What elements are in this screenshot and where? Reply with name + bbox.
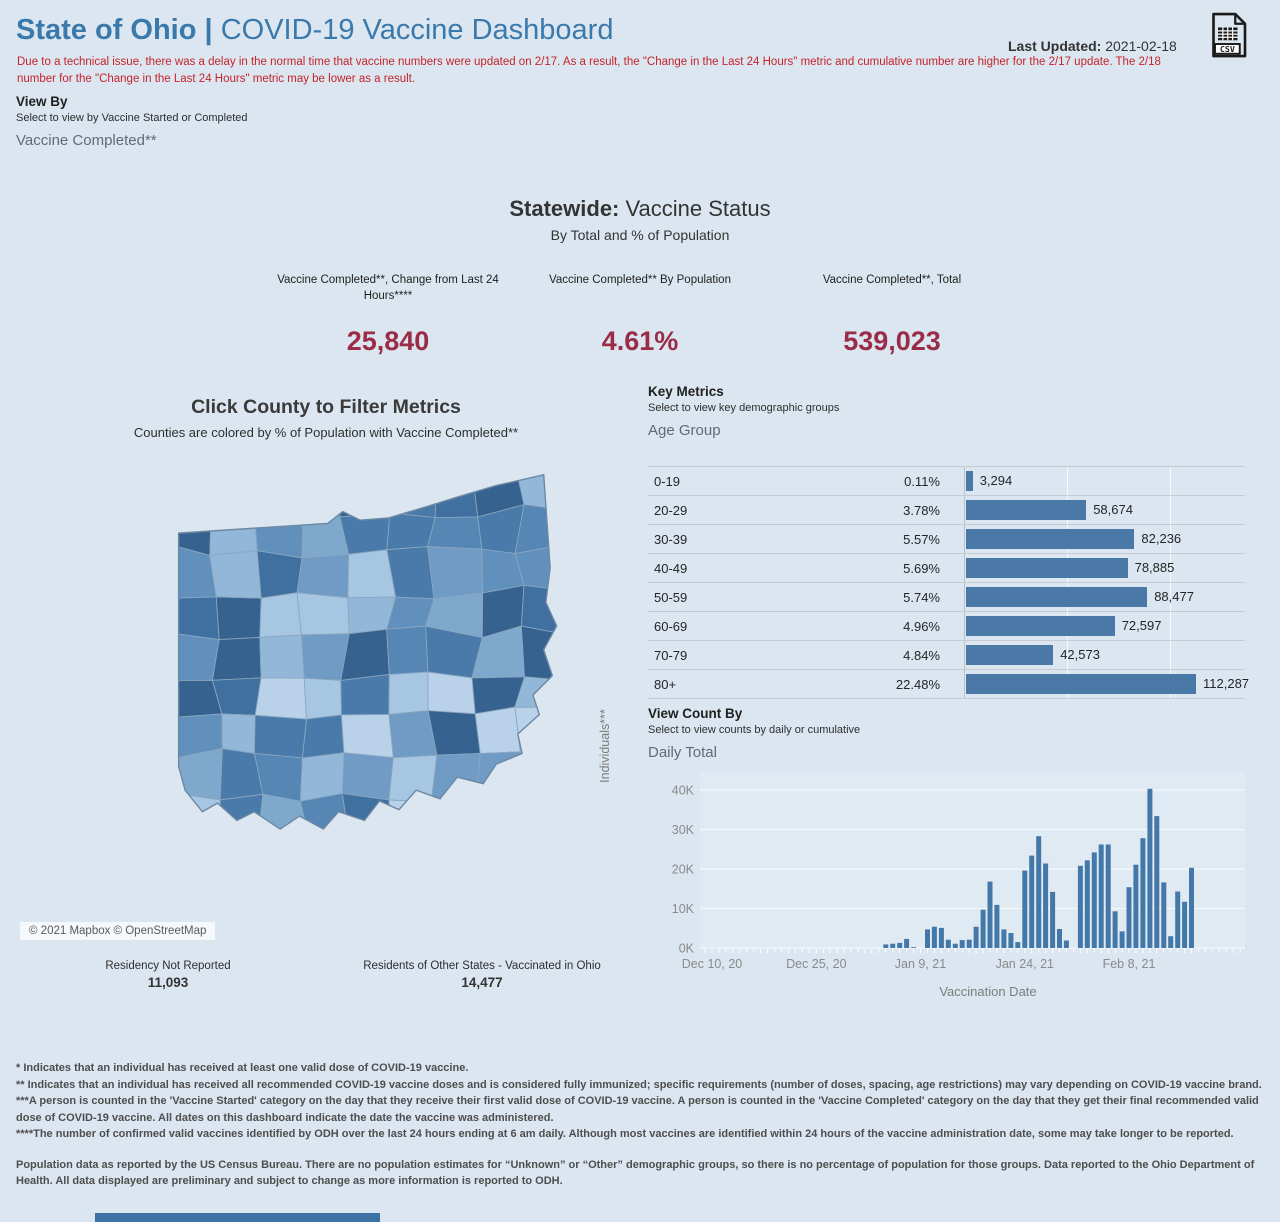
grid-line — [1170, 612, 1171, 640]
daily-bar[interactable] — [1008, 933, 1013, 948]
y-tick-label: 40K — [671, 783, 694, 798]
county[interactable] — [260, 593, 302, 638]
age-group-percent: 4.84% — [903, 647, 940, 663]
footnote-4: ****The number of confirmed valid vaccines identified by ODH over the last 24 hours ending at 6 am daily. Although most vaccines are identified within 24 hours of the vaccine administration date, some may take longer to be reported. — [16, 1128, 1234, 1140]
county[interactable] — [175, 634, 219, 681]
age-group-bar[interactable] — [966, 529, 1134, 549]
age-group-bar-cell — [964, 467, 1245, 495]
daily-bar[interactable] — [1085, 860, 1090, 948]
chart-y-axis-label: Individuals*** — [598, 709, 612, 783]
statewide-metrics-row — [262, 272, 1018, 357]
key-metrics-dropdown[interactable]: Age Group — [648, 422, 721, 439]
metric-total — [766, 272, 1018, 357]
age-group-label: 80+ — [654, 676, 677, 692]
county[interactable] — [297, 593, 349, 635]
age-group-label: 50-59 — [654, 589, 688, 605]
county[interactable] — [260, 635, 304, 678]
bottom-partial-bar — [95, 1213, 380, 1222]
county[interactable] — [387, 626, 428, 674]
statewide-title: Statewide: Vaccine Status — [509, 196, 771, 221]
daily-bar[interactable] — [1078, 866, 1083, 948]
daily-bar[interactable] — [1182, 902, 1187, 948]
age-group-count: 58,674 — [1093, 502, 1133, 517]
daily-bar[interactable] — [1064, 941, 1069, 949]
daily-bar[interactable] — [1120, 931, 1125, 948]
county[interactable] — [341, 714, 393, 757]
last-updated-value: 2021-02-18 — [1105, 38, 1177, 54]
county[interactable] — [474, 794, 517, 838]
age-group-count: 88,477 — [1154, 589, 1194, 604]
footnote-population: Population data as reported by the US Census Bureau. There are no population estimates for “Unknown” or “Other” demographic groups, so there is no percentage of population for those groups. Data reported to the Ohio Department of Health. All data displayed are preliminary and subject to change as more information is reported to ODH. — [16, 1158, 1255, 1187]
age-group-count: 42,573 — [1060, 647, 1100, 662]
county[interactable] — [212, 637, 261, 680]
age-group-count: 72,597 — [1121, 618, 1162, 633]
county[interactable] — [220, 794, 263, 838]
ohio-county-map[interactable] — [28, 452, 622, 926]
age-group-percent: 4.96% — [903, 618, 940, 634]
metric-value: 4.61% — [601, 326, 679, 356]
age-group-bar-cell — [964, 641, 1245, 669]
table-row[interactable] — [648, 612, 1245, 641]
view-by-dropdown[interactable]: Vaccine Completed** — [16, 132, 157, 149]
age-group-count: 82,236 — [1141, 531, 1182, 546]
age-group-count: 112,287 — [1203, 676, 1250, 691]
county[interactable] — [521, 626, 565, 680]
county[interactable] — [210, 551, 261, 599]
chart-x-axis-label: Vaccination Date — [939, 984, 1037, 999]
x-tick-label: Jan 24, 21 — [995, 957, 1054, 971]
view-count-title: View Count By — [648, 706, 743, 721]
county[interactable] — [254, 715, 306, 758]
last-updated — [1008, 38, 1177, 54]
age-group-count: 78,885 — [1134, 560, 1175, 575]
age-group-label: 0-19 — [654, 473, 681, 489]
county[interactable] — [428, 711, 480, 756]
age-group-percent: 0.11% — [904, 473, 940, 489]
daily-bar[interactable] — [974, 927, 979, 948]
daily-bar[interactable] — [1168, 936, 1173, 948]
county[interactable] — [517, 752, 563, 801]
county[interactable] — [254, 467, 303, 515]
county[interactable] — [475, 707, 520, 753]
table-row[interactable] — [648, 525, 1245, 554]
age-group-bar[interactable] — [966, 587, 1147, 607]
daily-bar[interactable] — [1015, 942, 1020, 948]
footnote-3: ***A person is counted in the 'Vaccine Started' category on the day that they receive their first valid dose of COVID-19 vaccine. A person is counted in the 'Vaccine Completed' category on the day that they get their final recommended valid dose of COVID-19 vaccine. All dates on this dashboard indicate the date the vaccine was administered. — [16, 1095, 1259, 1124]
age-group-bar-cell — [964, 670, 1250, 698]
age-group-percent: 22.48% — [895, 676, 940, 692]
county[interactable] — [211, 469, 259, 508]
map-title: Click County to Filter Metrics — [191, 396, 461, 418]
daily-bar[interactable] — [1189, 868, 1194, 948]
statewide-subtitle: By Total and % of Population — [550, 227, 730, 243]
stat-residency-not-reported — [48, 960, 288, 990]
table-row[interactable] — [648, 583, 1245, 612]
x-tick-label: Feb 8, 21 — [1102, 957, 1156, 971]
title-separator: | — [196, 14, 221, 46]
table-row[interactable] — [648, 641, 1245, 670]
daily-bar[interactable] — [1092, 852, 1097, 948]
county[interactable] — [477, 752, 521, 796]
age-group-label: 70-79 — [654, 647, 688, 663]
county[interactable] — [255, 678, 306, 719]
stat-other-states — [341, 960, 623, 990]
age-group-bar-cell — [964, 496, 1245, 524]
view-by-parameter — [16, 94, 248, 149]
county[interactable] — [431, 754, 480, 803]
stat-value: 14,477 — [461, 975, 503, 990]
daily-bar[interactable] — [1113, 911, 1118, 948]
daily-bar[interactable] — [967, 940, 972, 948]
age-group-bar-cell — [964, 525, 1245, 553]
age-group-label: 30-39 — [654, 531, 688, 547]
key-metrics-hint: Select to view key demographic groups — [648, 402, 840, 414]
daily-bar[interactable] — [1161, 882, 1166, 948]
age-group-bar-cell — [964, 583, 1245, 611]
daily-bar[interactable] — [1147, 789, 1152, 948]
grid-line — [1170, 496, 1171, 524]
county[interactable] — [342, 753, 393, 800]
county[interactable] — [297, 554, 349, 597]
footnotes — [16, 1060, 1268, 1190]
metric-label: Vaccine Completed**, Total — [822, 274, 962, 286]
metric-label: Vaccine Completed** By Population — [549, 274, 731, 286]
x-tick-label: Jan 9, 21 — [894, 957, 947, 971]
y-tick-label: 30K — [671, 823, 694, 837]
page-title — [16, 14, 613, 47]
metric-label: Vaccine Completed**, Change from Last 24 Hours**** — [277, 274, 499, 303]
footnote-2: ** Indicates that an individual has received all recommended COVID-19 vaccine doses and is considered fully immunized; specific requirements (number of doses, spacing, age restrictions) may vary depending on COVID-19 vaccine brand. — [16, 1078, 1262, 1091]
daily-bar[interactable] — [1050, 892, 1055, 948]
county[interactable] — [341, 674, 390, 714]
age-group-bar[interactable] — [966, 616, 1115, 636]
county[interactable] — [340, 466, 390, 517]
daily-bar[interactable] — [1057, 929, 1062, 948]
daily-bar[interactable] — [1154, 816, 1159, 948]
svg-text:CSV: CSV — [1219, 43, 1235, 54]
daily-bar[interactable] — [953, 944, 958, 948]
key-metrics-parameter — [648, 384, 839, 439]
age-group-percent: 3.78% — [903, 502, 940, 518]
county[interactable] — [428, 517, 482, 549]
daily-bar[interactable] — [904, 939, 909, 948]
stat-value: 11,093 — [147, 975, 189, 990]
technical-issue-notice: Due to a technical issue, there was a delay in the normal time that vaccine numbers were updated on 2/17. As a result, the "Change in the Last 24 Hours" metric and cumulative number are higher for the 2/17 update. The 2/18 number for the "Change in the Last 24 Hours" metric may be lower as a result. — [17, 56, 1161, 85]
y-tick-label: 0K — [678, 941, 694, 956]
daily-bar[interactable] — [883, 944, 888, 948]
table-row[interactable] — [648, 467, 1245, 496]
age-group-percent: 5.57% — [903, 531, 940, 547]
daily-bar[interactable] — [1001, 929, 1006, 948]
footnote-1: * Indicates that an individual has received at least one valid dose of COVID-19 vaccine. — [16, 1062, 469, 1074]
y-tick-label: 10K — [671, 902, 694, 916]
age-group-percent: 5.69% — [903, 560, 940, 576]
map-subtitle: Counties are colored by % of Population with Vaccine Completed** — [133, 425, 519, 440]
daily-bar[interactable] — [981, 910, 986, 948]
table-row[interactable] — [648, 496, 1245, 525]
age-group-bar[interactable] — [966, 500, 1086, 520]
stat-label: Residency Not Reported — [105, 960, 231, 972]
age-group-label: 20-29 — [654, 502, 688, 518]
daily-bar[interactable] — [925, 929, 930, 948]
county[interactable] — [514, 796, 566, 843]
metric-change-24h — [262, 272, 514, 357]
county[interactable] — [302, 467, 347, 517]
age-group-bar-cell — [964, 554, 1245, 582]
county[interactable] — [389, 800, 434, 841]
county[interactable] — [389, 672, 428, 714]
daily-bar[interactable] — [890, 944, 895, 948]
daily-bar[interactable] — [946, 940, 951, 948]
daily-bar[interactable] — [1175, 892, 1180, 949]
daily-total-chart[interactable] — [648, 755, 1248, 983]
map-attribution: © 2021 Mapbox © OpenStreetMap — [20, 922, 215, 940]
age-group-table — [648, 466, 1250, 699]
county[interactable] — [175, 597, 219, 640]
age-group-percent: 5.74% — [903, 589, 940, 605]
grid-line — [1170, 641, 1171, 669]
view-by-title: View By — [16, 94, 68, 109]
view-count-hint: Select to view counts by daily or cumulative — [648, 724, 861, 736]
y-tick-label: 20K — [671, 862, 694, 877]
view-count-dropdown[interactable]: Daily Total — [648, 744, 717, 761]
metric-by-population — [514, 272, 766, 357]
metric-value: 25,840 — [346, 326, 430, 357]
county[interactable] — [342, 793, 392, 834]
page-title-dashboard: COVID-19 Vaccine Dashboard — [220, 14, 614, 46]
daily-bar[interactable] — [1127, 887, 1132, 948]
county[interactable] — [386, 466, 437, 518]
csv-file-icon — [1203, 11, 1251, 59]
age-group-bar-cell — [964, 612, 1245, 640]
x-tick-label: Dec 25, 20 — [786, 957, 847, 971]
county[interactable] — [428, 672, 475, 714]
table-row[interactable] — [648, 670, 1250, 699]
metric-value: 539,023 — [843, 326, 941, 356]
daily-bar[interactable] — [1106, 845, 1111, 949]
view-count-parameter — [648, 706, 860, 761]
stat-label: Residents of Other States - Vaccinated in Ohio — [363, 960, 601, 972]
county[interactable] — [302, 715, 344, 758]
daily-bar[interactable] — [897, 943, 902, 948]
county[interactable] — [222, 714, 255, 753]
daily-bar[interactable] — [932, 927, 937, 948]
age-group-bar[interactable] — [966, 558, 1128, 578]
county[interactable] — [216, 597, 261, 640]
x-tick-label: Dec 10, 20 — [681, 957, 743, 971]
age-group-count: 3,294 — [979, 473, 1013, 488]
csv-download-button[interactable] — [1203, 11, 1251, 59]
county[interactable] — [304, 678, 341, 719]
county[interactable] — [165, 464, 222, 516]
county[interactable] — [254, 508, 303, 558]
daily-bar[interactable] — [1140, 838, 1145, 948]
daily-bar[interactable] — [1133, 865, 1138, 948]
table-row[interactable] — [648, 554, 1245, 583]
grid-line — [1170, 467, 1171, 495]
county[interactable] — [431, 794, 476, 841]
age-group-label: 60-69 — [654, 618, 688, 634]
map-section-header — [20, 396, 632, 440]
daily-bar[interactable] — [988, 882, 993, 948]
county[interactable] — [166, 749, 222, 800]
age-group-bar[interactable] — [966, 674, 1196, 694]
daily-bar[interactable] — [1036, 836, 1041, 948]
daily-bar[interactable] — [939, 928, 944, 948]
page-title-state: State of Ohio — [16, 14, 197, 46]
age-group-label: 40-49 — [654, 560, 688, 576]
daily-bar[interactable] — [911, 947, 916, 948]
age-group-bar[interactable] — [966, 471, 973, 491]
last-updated-label: Last Updated: — [1008, 38, 1102, 54]
daily-bar[interactable] — [1099, 845, 1104, 949]
county-shapes[interactable] — [165, 464, 566, 842]
age-group-bar[interactable] — [966, 645, 1053, 665]
statewide-section-header — [0, 196, 1280, 243]
daily-bar[interactable] — [1029, 856, 1034, 948]
grid-line — [1067, 467, 1068, 495]
county[interactable] — [428, 547, 483, 599]
view-by-hint: Select to view by Vaccine Started or Completed — [16, 112, 248, 124]
daily-bar[interactable] — [960, 940, 965, 948]
county[interactable] — [300, 793, 348, 836]
county[interactable] — [257, 551, 302, 599]
key-metrics-title: Key Metrics — [648, 384, 724, 399]
daily-bar[interactable] — [1022, 871, 1027, 948]
daily-bar[interactable] — [1043, 864, 1048, 949]
daily-bar[interactable] — [994, 905, 999, 948]
